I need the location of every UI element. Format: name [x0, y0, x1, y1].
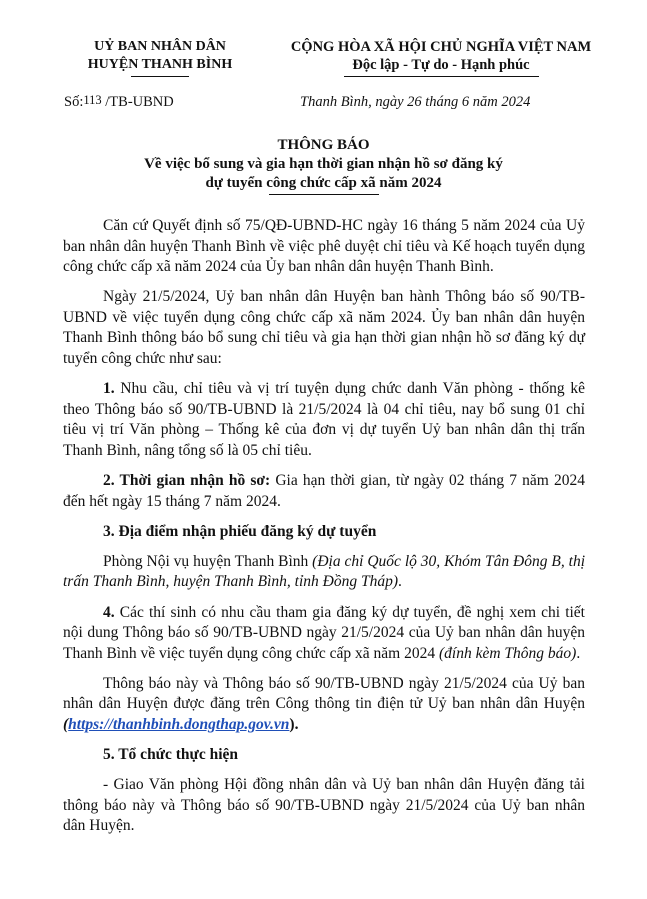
- publication-text: Thông báo này và Thông báo số 90/TB-UBND ngày 21/5/2024 của Uỷ ban nhân dân Huyện được đăng trên Công thông tin điện tử Uỷ ban nhân dân Huyện: [63, 674, 585, 713]
- section-3: [63, 552, 585, 593]
- section-3-end: .: [397, 573, 402, 591]
- section-1-label: 1.: [103, 380, 115, 398]
- section-4-attachment-note: (đính kèm Thông báo): [439, 644, 577, 662]
- nation-line-1: CỘNG HÒA XÃ HỘI CHỦ NGHĨA VIỆT NAM: [290, 39, 592, 55]
- section-4-end: .: [576, 644, 581, 662]
- portal-link[interactable]: https://thanhbinh.dongthap.gov.vn: [68, 715, 290, 733]
- section-3-text: Phòng Nội vụ huyện Thanh Bình: [103, 552, 313, 570]
- section-4: [63, 603, 585, 665]
- section-4-text: Các thí sinh có nhu cầu tham gia đăng ký dự tuyển, đề nghị xem chi tiết nội dung Thông báo số 90/TB-UBND ngày 21/5/2024 của Uỷ ban nhân dân huyện Thanh Bình về việc tuyển dụng công chức cấp xã năm 2024: [63, 603, 585, 662]
- motto-underline: [344, 76, 539, 77]
- title-line-2: Về việc bổ sung và gia hạn thời gian nhận hồ sơ đăng ký: [144, 156, 503, 172]
- section-1: [63, 379, 585, 461]
- document-date: Thanh Bình, ngày 26 tháng 6 năm 2024: [300, 94, 531, 110]
- section-3-address: (Địa chỉ Quốc lộ 30, Khóm Tân Đông B, thị trấn Thanh Bình, huyện Thanh Bình, tỉnh Đồng Tháp): [63, 552, 586, 591]
- link-open-paren: (: [63, 715, 69, 733]
- so-prefix: Số:: [64, 94, 84, 110]
- so-suffix: /TB-UBND: [105, 94, 174, 110]
- so-number: 113: [83, 93, 102, 107]
- section-5-heading: 5. Tổ chức thực hiện: [103, 746, 239, 764]
- org-line-1: UỶ BAN NHÂN DÂN: [94, 39, 226, 54]
- section-2-label: 2. Thời gian nhận hồ sơ:: [103, 472, 271, 490]
- section-1-text: Nhu cầu, chỉ tiêu và vị trí tuyện dụng chức danh Văn phòng - thống kê theo Thông báo số 90/TB-UBND là 21/5/2024 là 04 chỉ tiêu, nay bổ sung 01 chỉ tiêu vị trí Văn phòng – Thống kê của đơn vị dự tuyển Uỷ ban nhân dân thị trấn Thanh Bình, nâng tổng số là 05 chỉ tiêu.: [63, 380, 585, 459]
- title-underline: [269, 194, 379, 195]
- paragraph-background: Ngày 21/5/2024, Uỷ ban nhân dân Huyện ban hành Thông báo số 90/TB-UBND về việc tuyển dụng công chức cấp xã năm 2024. Ủy ban nhân dân huyện Thanh Bình thông báo bổ sung chỉ tiêu và gia hạn thời gian nhận hồ sơ đăng ký dự tuyển công chức như sau:: [63, 288, 585, 368]
- title-line-3: dự tuyển công chức cấp xã năm 2024: [205, 175, 442, 191]
- section-3-heading: 3. Địa điểm nhận phiếu đăng ký dự tuyển: [103, 522, 377, 540]
- issuing-authority: [60, 38, 260, 77]
- document-number: [64, 93, 174, 111]
- document-body: [63, 216, 585, 846]
- section-4-label: 4.: [103, 603, 115, 621]
- paragraph-publication: [63, 674, 585, 736]
- org-underline: [131, 76, 189, 77]
- section-2: [63, 471, 585, 512]
- national-motto: [256, 38, 626, 77]
- section-5-text: - Giao Văn phòng Hội đồng nhân dân và Uỷ ban nhân dân Huyện đăng tải thông báo này và Thông báo số 90/TB-UBND ngày 21/5/2024 của Uỷ ban nhân dân Huyện.: [63, 776, 585, 835]
- paragraph-legal-basis: Căn cứ Quyết định số 75/QĐ-UBND-HC ngày 16 tháng 5 năm 2024 của Uỷ ban nhân dân huyện Thanh Bình về việc phê duyệt chỉ tiêu và Kế hoạch tuyển dụng công chức cấp xã năm 2024 của Ủy ban nhân dân huyện Thanh Bình.: [63, 217, 585, 276]
- section-2-text: Gia hạn thời gian, từ ngày 02 tháng 7 năm 2024 đến hết ngày 15 tháng 7 năm 2024.: [63, 472, 585, 510]
- document-title: [0, 136, 647, 195]
- org-line-2: HUYỆN THANH BÌNH: [87, 57, 233, 72]
- nation-line-2: Độc lập - Tự do - Hạnh phúc: [352, 57, 530, 73]
- link-close-paren: ).: [289, 715, 299, 733]
- title-line-1: THÔNG BÁO: [277, 137, 370, 153]
